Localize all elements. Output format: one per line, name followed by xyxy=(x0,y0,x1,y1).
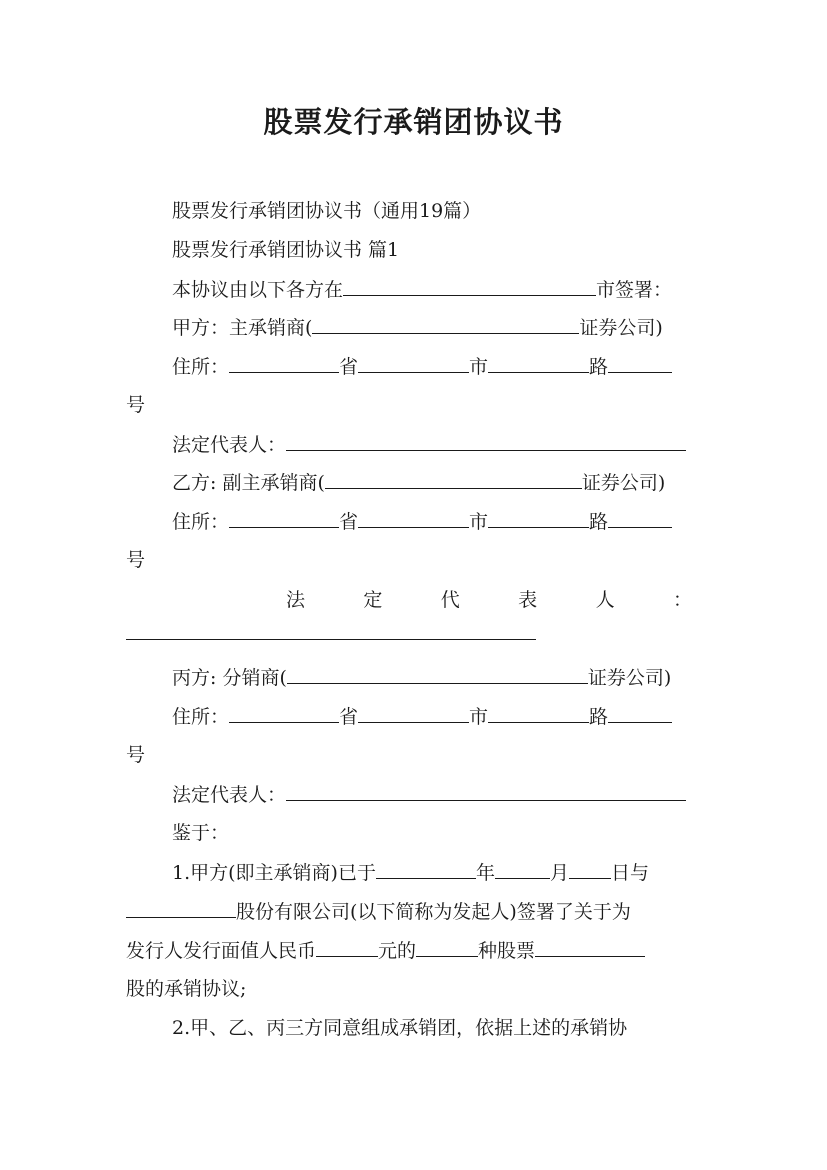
city-label: 市 xyxy=(469,706,489,728)
blank-province[interactable] xyxy=(229,701,339,723)
blank-company[interactable] xyxy=(126,896,236,918)
province-label: 省 xyxy=(339,356,359,378)
blank-rep[interactable] xyxy=(126,618,536,640)
blank-city[interactable] xyxy=(343,274,596,296)
blank-party-a-name[interactable] xyxy=(312,312,579,334)
year-label: 年 xyxy=(475,862,495,884)
blank-province[interactable] xyxy=(229,351,339,373)
rep-char: ： xyxy=(672,589,692,611)
rep-char: 法 xyxy=(286,589,306,611)
rep-char: 定 xyxy=(363,589,383,611)
clause-2-line-1 xyxy=(126,1013,702,1043)
address-label: 住所： xyxy=(172,511,230,533)
address-number-line xyxy=(126,390,702,420)
blank-city[interactable] xyxy=(358,701,469,723)
rep-char: 代 xyxy=(440,589,460,611)
blank-month[interactable] xyxy=(495,857,550,879)
signing-place-line xyxy=(126,274,702,304)
section-heading-text: 股票发行承销团协议书 篇1 xyxy=(172,239,400,261)
number-label: 号 xyxy=(126,549,146,571)
clause-1-text: 1.甲方(即主承销商)已于 xyxy=(172,862,376,884)
blank-share-count[interactable] xyxy=(535,935,645,957)
section-heading xyxy=(126,235,702,265)
clause-1-line-2 xyxy=(126,896,702,926)
party-b-line xyxy=(126,467,702,497)
province-label: 省 xyxy=(339,511,359,533)
blank-road[interactable] xyxy=(488,701,589,723)
blank-party-c-name[interactable] xyxy=(287,662,588,684)
clause-1-line-1 xyxy=(126,857,702,887)
address-number-line xyxy=(126,545,702,575)
party-c-rep-line xyxy=(126,779,702,809)
blank-road[interactable] xyxy=(488,506,589,528)
signing-place-label: 本协议由以下各方在 xyxy=(172,279,344,301)
subtitle-text: 股票发行承销团协议书（通用19篇） xyxy=(172,200,482,222)
rep-label: 法定代表人： xyxy=(172,434,287,456)
address-number-line xyxy=(126,740,702,770)
blank-party-b-name[interactable] xyxy=(325,467,582,489)
document-title: 股票发行承销团协议书 xyxy=(263,105,564,139)
clause-1-text: 股的承销协议; xyxy=(126,978,247,1000)
blank-number[interactable] xyxy=(608,506,672,528)
clause-1-text: 发行人发行面值人民币 xyxy=(126,940,317,962)
clause-1-line-4 xyxy=(126,974,702,1004)
blank-city[interactable] xyxy=(358,351,469,373)
party-a-address-line xyxy=(126,351,702,381)
city-label: 市 xyxy=(469,511,489,533)
city-label: 市 xyxy=(469,356,489,378)
party-b-rep-blank-line xyxy=(126,618,702,648)
party-c-suffix: 证券公司) xyxy=(587,667,672,689)
blank-number[interactable] xyxy=(608,351,672,373)
party-b-rep-spaced-line xyxy=(286,585,692,615)
rep-char: 人 xyxy=(595,589,615,611)
address-label: 住所： xyxy=(172,706,230,728)
rep-char: 表 xyxy=(518,589,538,611)
signing-place-suffix: 市签署： xyxy=(596,279,673,301)
party-a-rep-line xyxy=(126,429,702,459)
blank-rep[interactable] xyxy=(286,779,686,801)
road-label: 路 xyxy=(589,356,609,378)
party-c-line xyxy=(126,662,702,692)
blank-share-type[interactable] xyxy=(416,935,478,957)
blank-year[interactable] xyxy=(376,857,476,879)
party-b-label: 乙方: 副主承销商( xyxy=(172,472,325,494)
blank-day[interactable] xyxy=(569,857,611,879)
number-label: 号 xyxy=(126,744,146,766)
blank-rep[interactable] xyxy=(286,429,686,451)
number-label: 号 xyxy=(126,394,146,416)
party-b-address-line xyxy=(126,506,702,536)
road-label: 路 xyxy=(589,706,609,728)
party-a-label: 甲方：主承销商( xyxy=(172,317,313,339)
whereas-text: 鉴于： xyxy=(172,822,230,844)
blank-province[interactable] xyxy=(229,506,339,528)
party-a-line xyxy=(126,312,702,342)
clause-1-text: 股份有限公司(以下简称为发起人)签署了关于为 xyxy=(236,901,631,923)
rep-label: 法定代表人： xyxy=(172,784,287,806)
clause-2-text: 2.甲、乙、丙三方同意组成承销团，依据上述的承销协 xyxy=(172,1017,628,1039)
day-label: 日与 xyxy=(611,862,650,884)
clause-1-line-3 xyxy=(126,935,702,965)
blank-city[interactable] xyxy=(358,506,469,528)
road-label: 路 xyxy=(589,511,609,533)
party-c-label: 丙方: 分销商( xyxy=(172,667,287,689)
party-c-address-line xyxy=(126,701,702,731)
subtitle xyxy=(126,196,702,226)
party-b-suffix: 证券公司) xyxy=(581,472,666,494)
address-label: 住所： xyxy=(172,356,230,378)
blank-road[interactable] xyxy=(488,351,589,373)
month-label: 月 xyxy=(549,862,569,884)
province-label: 省 xyxy=(339,706,359,728)
clause-1-text: 种股票 xyxy=(478,940,536,962)
party-a-suffix: 证券公司) xyxy=(579,317,663,339)
clause-1-text: 元的 xyxy=(378,940,417,962)
blank-number[interactable] xyxy=(608,701,672,723)
whereas-line xyxy=(126,818,702,848)
blank-face-value[interactable] xyxy=(316,935,378,957)
